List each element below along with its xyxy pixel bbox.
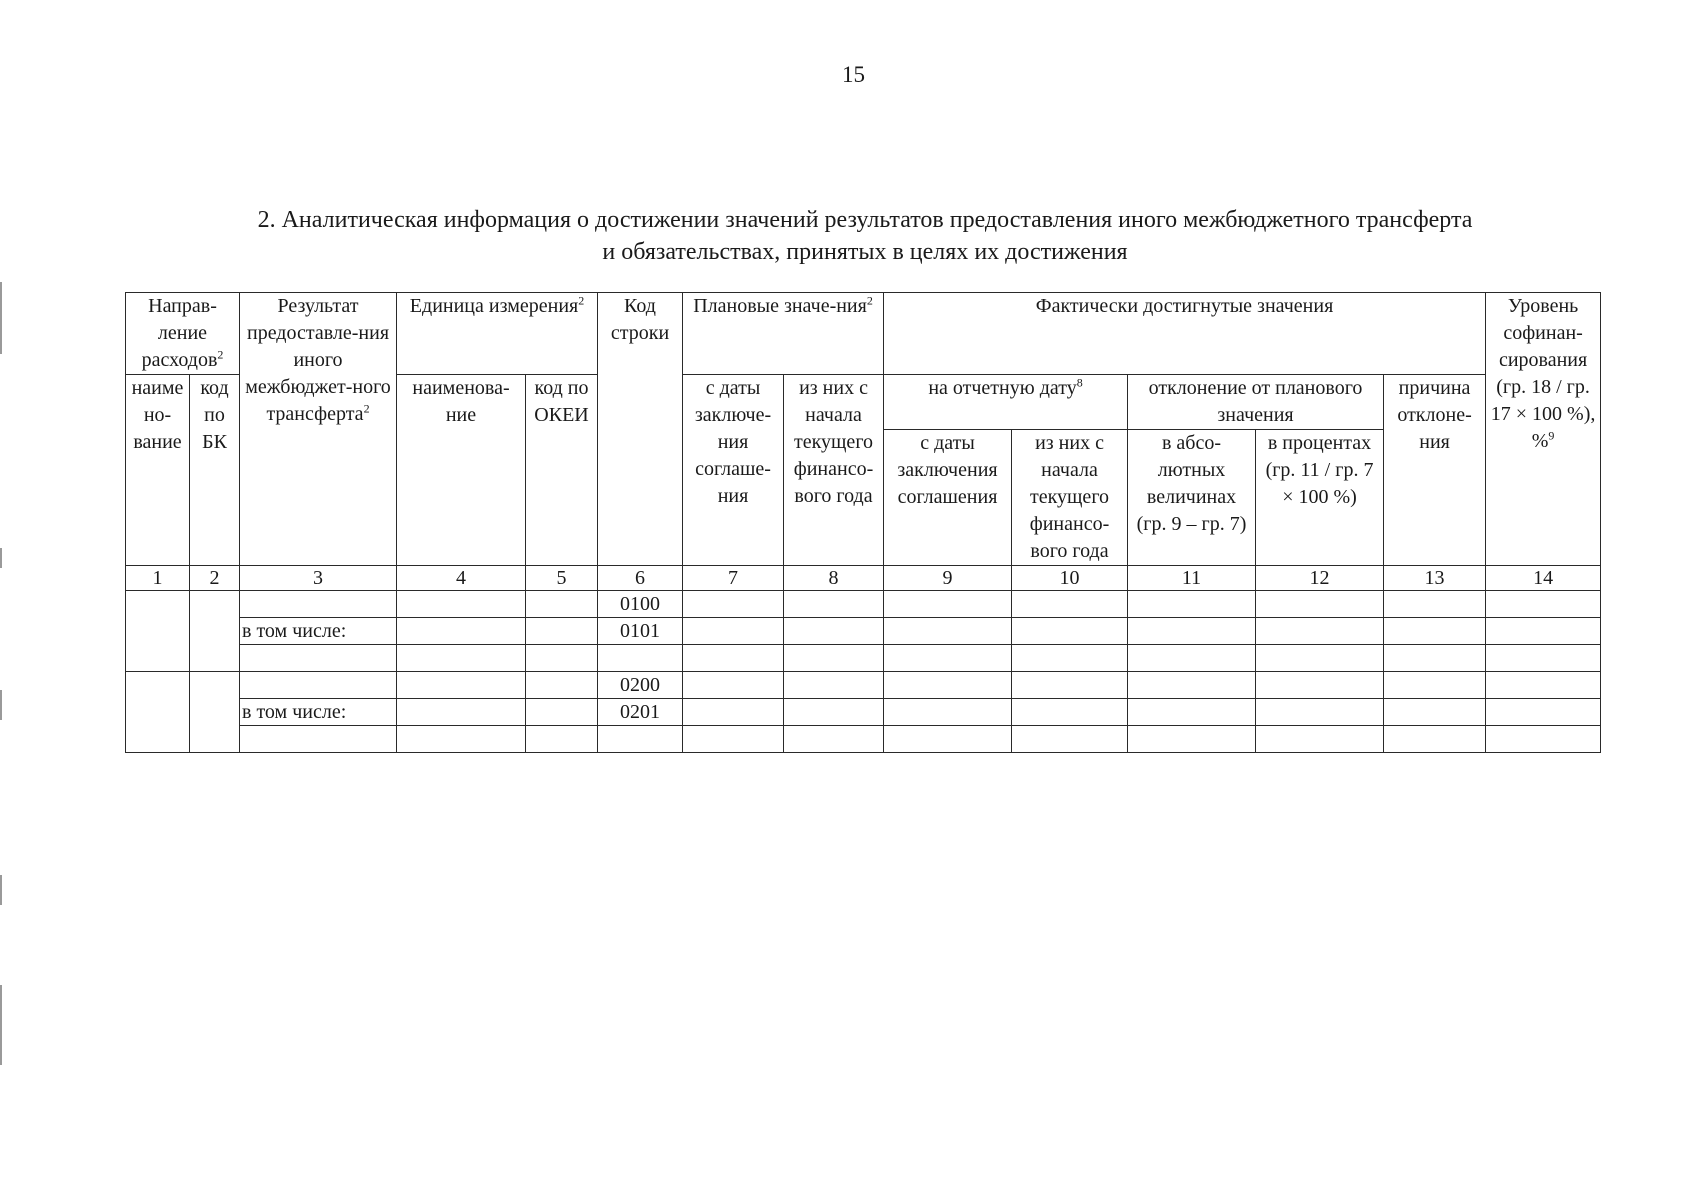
table-row [126,672,1601,699]
unit-name-cell [397,726,526,753]
page-number: 15 [842,62,865,87]
unit-name-cell [397,591,526,618]
section-title [120,204,1610,268]
row-code-cell [598,726,683,753]
column-number: 5 [526,566,598,591]
unit-okei-cell [526,726,598,753]
value-cell [1384,645,1486,672]
unit-okei-cell [526,591,598,618]
value-cell [1486,645,1601,672]
value-cell [884,645,1012,672]
value-cell [884,591,1012,618]
value-cell [1128,591,1256,618]
value-cell [884,726,1012,753]
scan-edge-mark [0,548,2,568]
value-cell [884,672,1012,699]
value-cell [784,645,884,672]
table-row [126,591,1601,618]
value-cell [1384,591,1486,618]
value-cell [683,618,784,645]
header-deviation: отклонение от планового значения [1128,375,1384,430]
column-number: 4 [397,566,526,591]
header-deviation-abs: в абсо-лютных величинах (гр. 9 – гр. 7) [1128,430,1256,566]
header-planned: Плановые значе-ния$^2$ [683,293,884,375]
header-direction: Направ-ление расходов$^2$ [126,293,240,375]
table-row [126,645,1601,672]
value-cell [1384,699,1486,726]
value-cell [1256,726,1384,753]
value-cell [784,726,884,753]
direction-code-cell [190,672,240,753]
direction-name-cell [126,672,190,753]
column-number: 6 [598,566,683,591]
value-cell [1256,618,1384,645]
header-planned-from-agreement: с даты заключе-ния соглаше-ния [683,375,784,566]
value-cell [1256,591,1384,618]
column-number: 10 [1012,566,1128,591]
unit-name-cell [397,618,526,645]
value-cell [1256,645,1384,672]
row-code-cell: 0201 [598,699,683,726]
result-cell [240,591,397,618]
unit-okei-cell [526,672,598,699]
unit-okei-cell [526,618,598,645]
unit-okei-cell [526,699,598,726]
column-number: 1 [126,566,190,591]
header-unit-okei: код по ОКЕИ [526,375,598,566]
result-cell [240,645,397,672]
value-cell [1012,699,1128,726]
value-cell [683,672,784,699]
row-code-cell [598,645,683,672]
column-number: 3 [240,566,397,591]
header-deviation-pct: в процентах (гр. 11 / гр. 7 × 100 %) [1256,430,1384,566]
value-cell [683,591,784,618]
value-cell [683,645,784,672]
section-title-line-2: и обязательствах, принятых в целях их достижения [602,239,1128,265]
value-cell [1256,699,1384,726]
value-cell [1012,591,1128,618]
analytics-table [125,292,1601,753]
value-cell [1128,645,1256,672]
direction-code-cell [190,591,240,672]
scan-edge-mark [0,282,2,354]
unit-name-cell [397,699,526,726]
value-cell [1486,672,1601,699]
value-cell [1128,699,1256,726]
header-on-report-date: на отчетную дату$^8$ [884,375,1128,430]
value-cell [1486,591,1601,618]
header-direction-name: наиме но-вание [126,375,190,566]
result-cell: в том числе: [240,699,397,726]
column-number: 9 [884,566,1012,591]
header-actual-from-year: из них с начала текущего финансо-вого года [1012,430,1128,566]
value-cell [1012,672,1128,699]
value-cell [1128,672,1256,699]
value-cell [784,672,884,699]
direction-name-cell [126,591,190,672]
result-cell [240,672,397,699]
scan-edge-mark [0,875,2,905]
header-planned-from-year: из них с начала текущего финансо-вого года [784,375,884,566]
value-cell [1384,618,1486,645]
scan-edge-mark [0,985,2,1065]
unit-name-cell [397,672,526,699]
value-cell [683,726,784,753]
column-number: 7 [683,566,784,591]
value-cell [683,699,784,726]
header-unit: Единица измерения$^2$ [397,293,598,375]
result-cell: в том числе: [240,618,397,645]
column-number: 12 [1256,566,1384,591]
value-cell [1012,618,1128,645]
header-actual: Фактически достигнутые значения [884,293,1486,375]
value-cell [1128,726,1256,753]
unit-name-cell [397,645,526,672]
value-cell [884,699,1012,726]
column-number: 8 [784,566,884,591]
column-number: 2 [190,566,240,591]
header-actual-from-agreement: с даты заключения соглашения [884,430,1012,566]
column-number: 13 [1384,566,1486,591]
value-cell [1012,645,1128,672]
value-cell [1486,618,1601,645]
value-cell [1486,726,1601,753]
scan-edge-mark [0,690,2,720]
value-cell [1012,726,1128,753]
column-number: 11 [1128,566,1256,591]
table-row [126,618,1601,645]
section-title-line-1: 2. Аналитическая информация о достижении значений результатов предоставления иного межбюджетного трансферта [257,207,1473,233]
header-deviation-reason: причина отклоне-ния [1384,375,1486,566]
header-unit-name: наименова-ние [397,375,526,566]
table-row [126,699,1601,726]
header-cofinancing: Уровень софинан-сирования (гр. 18 / гр. 17 × 100 %), %$^9$ [1486,293,1601,566]
value-cell [784,699,884,726]
value-cell [784,618,884,645]
unit-okei-cell [526,645,598,672]
value-cell [1256,672,1384,699]
table-row [126,726,1601,753]
value-cell [884,618,1012,645]
header-row-code: Код строки [598,293,683,566]
value-cell [1128,618,1256,645]
column-number: 14 [1486,566,1601,591]
row-code-cell: 0100 [598,591,683,618]
value-cell [1486,699,1601,726]
row-code-cell: 0101 [598,618,683,645]
header-result: Результат предоставле-ния иного межбюджет-ного трансферта$^2$ [240,293,397,566]
header-direction-code: код по БК [190,375,240,566]
row-code-cell: 0200 [598,672,683,699]
result-cell [240,726,397,753]
value-cell [1384,726,1486,753]
value-cell [784,591,884,618]
value-cell [1384,672,1486,699]
